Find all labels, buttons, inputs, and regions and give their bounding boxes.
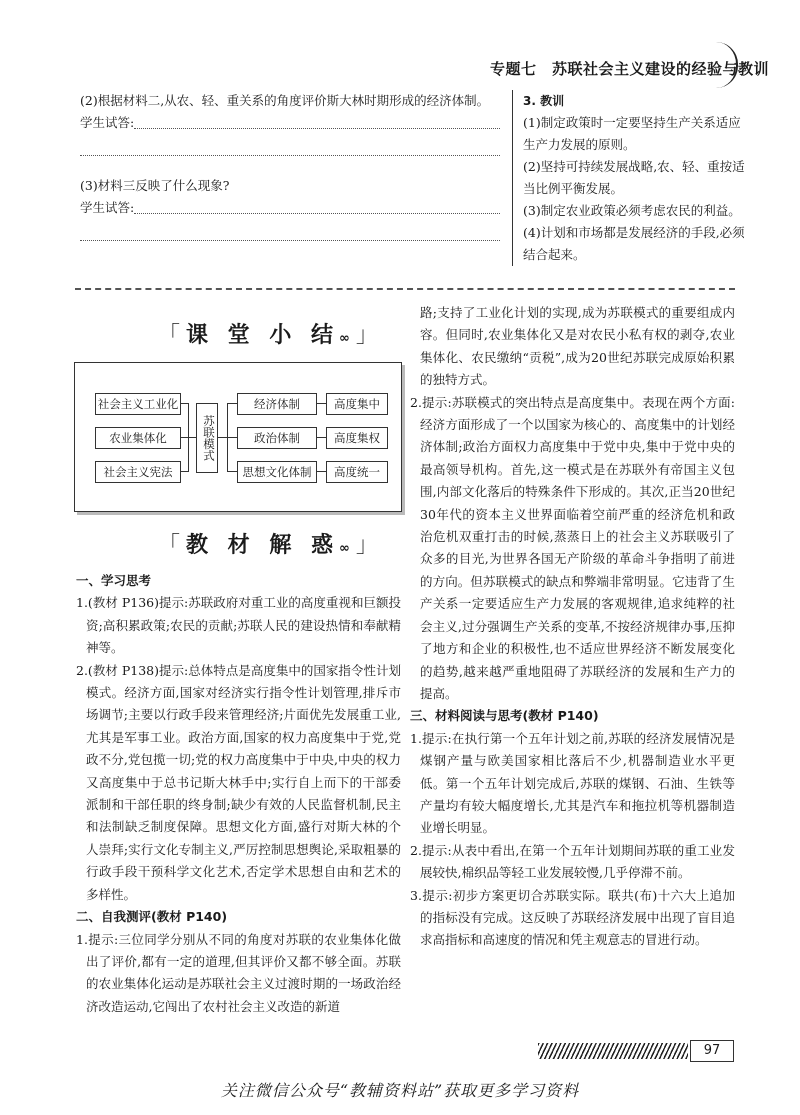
- connector: [227, 437, 237, 438]
- diagram-node-constitution: 社会主义宪法: [95, 461, 181, 483]
- diagram-node-soviet-model: 苏联模式: [196, 403, 218, 473]
- answer-line[interactable]: [134, 127, 500, 129]
- question-3: [80, 175, 500, 241]
- lesson-item: (1)制定政策时一定要坚持生产关系适应生产力发展的原则。: [523, 115, 741, 152]
- summary-title-text: 课 堂 小 结: [186, 323, 339, 348]
- answer-line[interactable]: [80, 239, 500, 241]
- question-3-answer-label: 学生试答:: [80, 200, 135, 215]
- right-column: [410, 302, 735, 952]
- answer-item: 1.提示:三位同学分别从不同的角度对苏联的农业集体化做出了评价,都有一定的道理,但其评价又都不够全面。苏联的农业集体化运动是苏联社会主义过渡时期的一场政治经济改造运动,它闯出了农村社会主义改造的新道: [76, 931, 401, 1014]
- answer-item: 3.提示:初步方案更切合苏联实际。联共(布)十六大上追加的指标没有完成。这反映了苏联经济发展中出现了盲目追求高指标和高速度的情况和凭主观意志的冒进行动。: [410, 887, 735, 948]
- lesson-item: (4)计划和市场都是发展经济的手段,必须结合起来。: [523, 225, 745, 262]
- heading-study-thinking: 一、学习思考: [76, 573, 152, 588]
- section-divider: [75, 288, 735, 290]
- question-2-answer-label: 学生试答:: [80, 115, 135, 130]
- answer-item: 1.提示:在执行第一个五年计划之前,苏联的经济发展情况是煤钢产量与欧美国家相比落后不少,机器制造业水平更低。第一个五年计划完成后,苏联的煤钢、石油、生铁等产量均有较大幅度增长,尤其是汽车和拖拉机等机器制造业增长明显。: [410, 730, 735, 836]
- textbook-section-title: 「教 材 解 惑∞」: [158, 533, 384, 558]
- diagram-node-high-unity: 高度统一: [326, 461, 388, 483]
- question-2-prompt: (2)根据材料二,从农、轻、重关系的角度评价斯大林时期形成的经济体制。: [80, 93, 490, 108]
- answer-item: 2.(教材 P138)提示:总体特点是高度集中的国家指令性计划模式。经济方面,国家对经济实行指令性计划管理,排斥市场调节;主要以行政手段来管理经济;片面优先发展重工业,尤其是军事工业。政治方面,国家的权力高度集中于党,党政不分,党包揽一切;党的权力高度集中于中央,中央的权力又高度集中于总书记斯大林手中;实行自上而下的干部委派制和干部任职的终身制;缺少有效的人民监督机制,民主和法制缺乏制度保障。思想文化方面,盛行对斯大林的个人崇拜;实行文化专制主义,严厉控制思想舆论,采取粗暴的行政手段干预科学文化艺术,否定学术思想自由和艺术的多样性。: [76, 662, 401, 902]
- diagram-node-industrialization: 社会主义工业化: [95, 393, 181, 415]
- answer-item: 2.提示:从表中看出,在第一个五年计划期间苏联的重工业发展较快,棉织品等轻工业发展较慢,几乎停滞不前。: [410, 842, 735, 881]
- connector: [180, 437, 188, 438]
- page-number: 97: [690, 1040, 734, 1062]
- lessons-sidebar: [512, 90, 745, 266]
- diagram-node-high-concentration: 高度集中: [326, 393, 388, 415]
- textbook-title-text: 教 材 解 惑: [186, 533, 339, 558]
- lesson-item: (2)坚持可持续发展战略,农、轻、重按适当比例平衡发展。: [523, 159, 745, 196]
- connector: [180, 471, 188, 472]
- footer-note: 关注微信公众号“教辅资料站”获取更多学习资料: [220, 1081, 580, 1100]
- summary-diagram: [74, 362, 402, 512]
- diagram-node-cultural-system: 思想文化体制: [237, 461, 317, 483]
- connector: [188, 437, 196, 438]
- answer-item: 1.(教材 P136)提示:苏联政府对重工业的高度重视和巨额投资;高积累政策;农民的贡献;苏联人民的建设热情和奉献精神等。: [76, 595, 401, 656]
- diagram-node-collectivization: 农业集体化: [95, 427, 181, 449]
- connector: [316, 471, 326, 472]
- heading-material-reading: 三、材料阅读与思考(教材 P140): [410, 708, 599, 724]
- lessons-title: 3. 教训: [523, 94, 565, 108]
- answer-line[interactable]: [80, 154, 500, 156]
- left-column: [76, 570, 401, 1018]
- diagram-node-political-system: 政治体制: [237, 427, 317, 449]
- connector: [180, 403, 188, 404]
- connector: [227, 403, 237, 404]
- diagram-node-economic-system: 经济体制: [237, 393, 317, 415]
- heading-self-evaluation: 二、自我测评(教材 P140): [76, 909, 228, 925]
- connector: [316, 403, 326, 404]
- lesson-item: (3)制定农业政策必须考虑农民的利益。: [523, 203, 741, 218]
- summary-section-title: 「课 堂 小 结∞」: [158, 323, 384, 348]
- header-bracket-decoration: [716, 42, 738, 88]
- connector: [217, 437, 227, 438]
- connector: [227, 471, 237, 472]
- connector: [316, 437, 326, 438]
- page-number-stripes: [538, 1043, 688, 1059]
- question-3-prompt: (3)材料三反映了什么现象?: [80, 178, 230, 193]
- diagram-node-high-centralization: 高度集权: [326, 427, 388, 449]
- answer-continuation: 路;支持了工业化计划的实现,成为苏联模式的重要组成内容。但同时,农业集体化又是对农民小私有权的剥夺,农业集体化、农民缴纳“贡税”,成为20世纪苏联完成原始积累的独特方式。: [420, 305, 735, 388]
- answer-item: 2.提示:苏联模式的突出特点是高度集中。表现在两个方面:经济方面形成了一个以国家为核心的、高度集中的计划经济体制;政治方面权力高度集中于党中央,集中于党中央的最高领导机构。首先,这一模式是在苏联外有帝国主义包围,内部文化落后的特殊条件下形成的。其次,正当20世纪30年代的资本主义世界面临着空前严重的经济危机和政治危机双重打击的时候,蒸蒸日上的社会主义苏联吸引了众多的目光,为世界各国无产阶级的革命斗争指明了前进的方向。但苏联模式的缺点和弊端非常明显。它违背了生产关系一定要适应生产力发展的客观规律,追求纯粹的社会主义,过分强调生产关系的变革,不按经济规律办事,压抑了地方和企业的积极性,也不适应世界经济不断发展变化的趋势,越来越严重地阻碍了苏联经济的发展和生产力的提高。: [410, 394, 735, 701]
- page-header-title: 专题七 苏联社会主义建设的经验与教训: [490, 60, 770, 78]
- answer-line[interactable]: [134, 212, 500, 214]
- question-2: [80, 90, 500, 156]
